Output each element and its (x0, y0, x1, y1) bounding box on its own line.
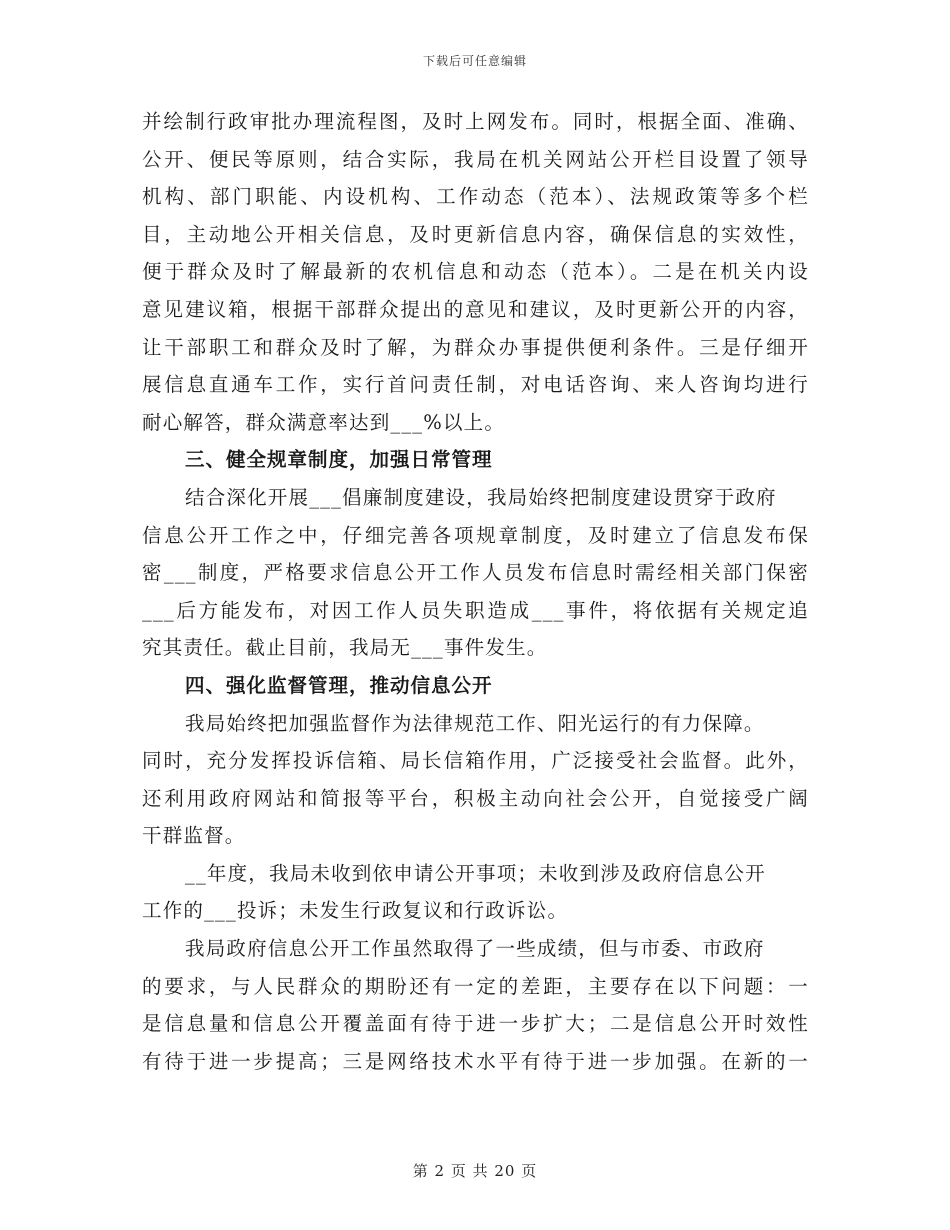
paragraph-first-line: 结合深化开展___倡廉制度建设，我局始终把制度建设贯穿于政府 (185, 485, 777, 509)
text-line: 机构、部门职能、内设机构、工作动态（范本）、法规政策等多个栏 (142, 185, 809, 209)
text-line: 公开、便民等原则，结合实际，我局在机关网站公开栏目设置了领导 (142, 147, 809, 171)
text-line: 并绘制行政审批办理流程图，及时上网发布。同时，根据全面、准确、 (142, 110, 809, 133)
text-line: 究其责任。截止目前，我局无___事件发生。 (142, 636, 548, 660)
paragraph-first-line: __年度，我局未收到依申请公开事项；未收到涉及政府信息公开 (185, 861, 766, 885)
text-line: 目，主动地公开相关信息，及时更新信息内容，确保信息的实效性， (142, 222, 809, 246)
text-line: ___后方能发布，对因工作人员失职造成___事件，将依据有关规定追 (142, 598, 809, 622)
page-number: 第 2 页 共 20 页 (412, 1162, 538, 1180)
text-line: 意见建议箱，根据干部群众提出的意见和建议，及时更新公开的内容， (142, 297, 809, 321)
text-line: 信息公开工作之中，仔细完善各项规章制度，及时建立了信息发布保 (142, 523, 809, 547)
text-line: 有待于进一步提高；三是网络技术水平有待于进一步加强。在新的一 (142, 1049, 809, 1073)
text-line: 工作的___投诉；未发生行政复议和行政诉讼。 (142, 899, 569, 923)
text-line: 密___制度，严格要求信息公开工作人员发布信息时需经相关部门保密 (142, 561, 809, 585)
paragraph-first-line: 我局政府信息公开工作虽然取得了一些成绩，但与市委、市政府 (185, 937, 765, 961)
text-line: 便于群众及时了解最新的农机信息和动态（范本）。二是在机关内设 (142, 260, 809, 284)
text-line: 是信息量和信息公开覆盖面有待于进一步扩大；二是信息公开时效性 (142, 1012, 809, 1036)
section-heading-4: 四、强化监督管理，推动信息公开 (185, 673, 493, 697)
document-body (142, 103, 809, 1080)
page-header: 下载后可任意编辑 (422, 54, 527, 68)
text-line: 的要求，与人民群众的期盼还有一定的差距，主要存在以下问题：一 (142, 974, 809, 998)
text-line: 干群监督。 (142, 824, 246, 848)
text-line: 让干部职工和群众及时了解，为群众办事提供便利条件。三是仔细开 (142, 335, 809, 359)
section-heading-3: 三、健全规章制度，加强日常管理 (185, 448, 493, 472)
text-line: 还利用政府网站和简报等平台，积极主动向社会公开，自觉接受广阔 (142, 786, 809, 810)
text-line: 耐心解答，群众满意率达到___%以上。 (142, 410, 506, 434)
text-line: 同时，充分发挥投诉信箱、局长信箱作用，广泛接受社会监督。此外， (142, 749, 809, 773)
text-line: 展信息直通车工作，实行首问责任制，对电话咨询、来人咨询均进行 (142, 373, 809, 397)
paragraph-first-line: 我局始终把加强监督作为法律规范工作、阳光运行的有力保障。 (185, 711, 765, 735)
